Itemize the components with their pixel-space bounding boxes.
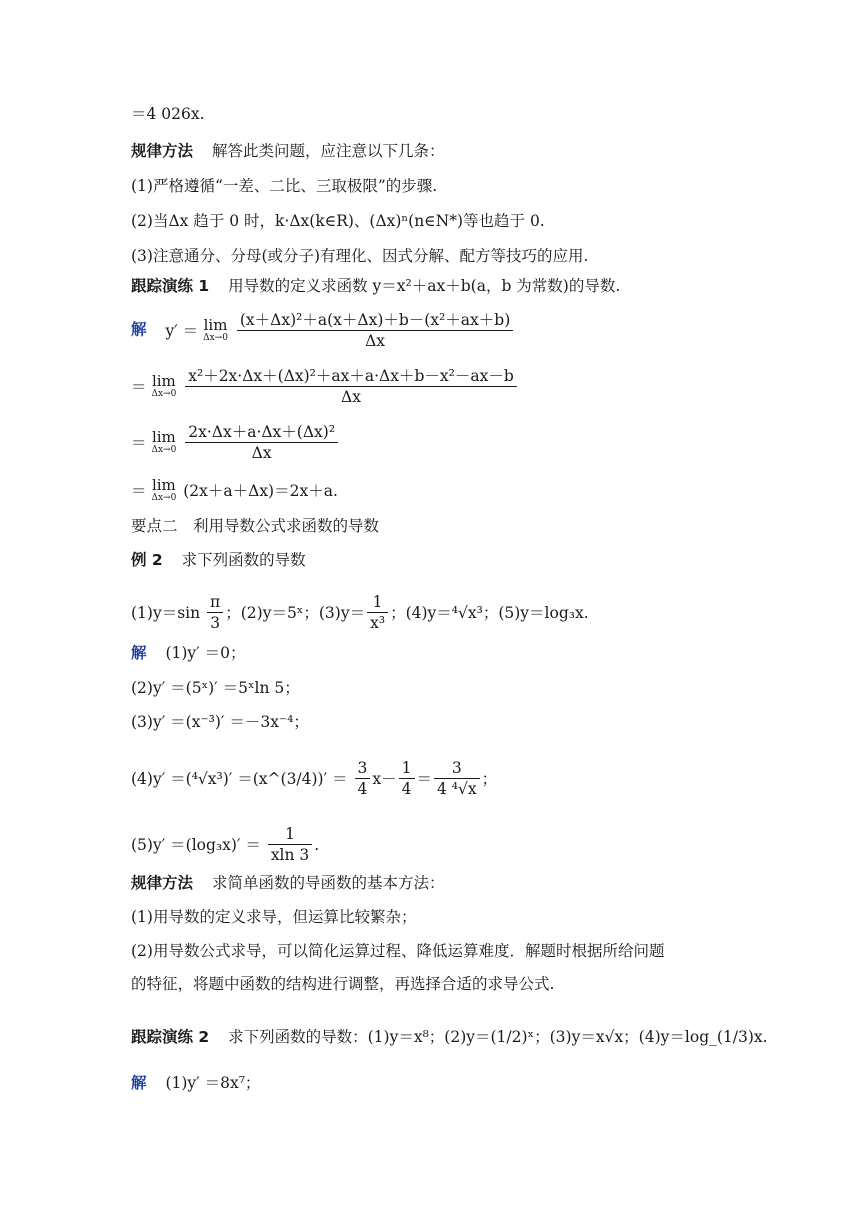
fraction: [268, 824, 312, 865]
fraction: [185, 422, 338, 463]
equals-sign: ＝: [416, 769, 433, 788]
rule-text: 的特征，将题中函数的结构进行调整，再选择合适的求导公式.: [131, 975, 555, 993]
limit-operator: [151, 374, 176, 399]
denominator: 4: [401, 780, 412, 798]
rule-text: (1)严格遵循“一差、二比、三取极限”的步骤.: [131, 177, 438, 195]
rule-text: (2)用导数公式求导，可以简化运算过程、降低运算难度．解题时根据所给问题: [131, 942, 665, 960]
solution-step-4: [131, 478, 338, 503]
example-label: 例 2: [131, 551, 163, 569]
example-text: 求下列函数的导数: [181, 551, 306, 569]
answer-text: (1)y′ ＝8x⁷；: [165, 1074, 261, 1092]
limit-operator: [151, 430, 176, 455]
answer-text: (1)y′ ＝0；: [165, 644, 246, 662]
example-2: [131, 550, 306, 570]
answer-1: [131, 643, 245, 663]
equals-sign: ＝: [131, 433, 147, 452]
method-note-2: [131, 873, 444, 893]
method-2-rule-1: [131, 907, 416, 927]
track-exercise-1: [131, 276, 620, 296]
numerator: 2x·Δx＋a·Δx＋(Δx)²: [185, 422, 338, 443]
fraction: [207, 592, 223, 633]
answer-text: x－: [372, 769, 397, 788]
rule-text: (1)用导数的定义求导，但运算比较繁杂；: [131, 908, 417, 926]
fraction: [434, 758, 480, 799]
method-text: 求简单函数的导函数的基本方法：: [211, 874, 445, 892]
numerator: 3: [434, 758, 480, 779]
answer-text: (2)y′ ＝(5ˣ)′ ＝5ˣln 5；: [131, 679, 300, 697]
rule-2: [131, 211, 545, 231]
fraction: [399, 758, 415, 799]
answer-text: (4)y′ ＝(⁴√x³)′ ＝(x^(3/4))′ ＝: [131, 769, 348, 788]
denominator: Δx: [251, 444, 272, 462]
denominator: Δx: [341, 388, 361, 406]
function-4: ；(4)y＝⁴√x³；(5)y＝log₃x.: [390, 603, 589, 622]
answer-4: [131, 758, 497, 799]
track-exercise-2: [131, 1027, 768, 1047]
track-text: 求下列函数的导数：(1)y＝x⁸；(2)y＝(1/2)ˣ；(3)y＝x√x；(4)y＝log_(1/3)x.: [228, 1028, 768, 1046]
equals-sign: ＝: [131, 377, 147, 396]
example-2-functions: [131, 592, 589, 633]
numerator: π: [207, 592, 223, 613]
derivative-lhs: y′ ＝: [165, 321, 199, 340]
final-result: (2x＋a＋Δx)＝2x＋a.: [183, 481, 338, 500]
rule-3: [131, 246, 588, 266]
denominator: xln 3: [270, 846, 310, 864]
numerator: 3: [355, 758, 371, 779]
answer-text: (3)y′ ＝(x⁻³)′ ＝－3x⁻⁴；: [131, 713, 309, 731]
section-heading: [131, 516, 379, 536]
answer-5: [131, 824, 319, 865]
denominator: 3: [210, 614, 221, 632]
limit-operator: [203, 318, 228, 343]
punctuation: ；: [481, 769, 498, 788]
numerator: 1: [367, 592, 388, 613]
limit-operator: [151, 478, 176, 503]
solution-step-2: [131, 366, 519, 407]
fraction: [185, 366, 517, 407]
method-2-rule-2a: [131, 941, 664, 961]
method-label: 规律方法: [131, 874, 194, 892]
denominator: Δx: [365, 332, 386, 350]
function-1: (1)y＝sin: [131, 603, 201, 622]
lim-subscript: Δx→0: [151, 389, 177, 399]
rule-1: [131, 176, 437, 196]
method-label: 规律方法: [131, 142, 194, 160]
denominator: x³: [370, 614, 386, 632]
denominator: 4 ⁴√x: [437, 780, 477, 798]
lim-word: lim: [151, 428, 176, 446]
lim-word: lim: [151, 476, 176, 494]
equation-result: ＝4 026x.: [131, 105, 205, 123]
solution-step-3: [131, 422, 340, 463]
fraction: [355, 758, 371, 799]
answer-3: [131, 712, 309, 732]
lim-subscript: Δx→0: [151, 445, 177, 455]
lim-word: lim: [203, 316, 228, 334]
track-text: 用导数的定义求函数 y＝x²＋ax＋b(a，b 为常数)的导数.: [228, 277, 621, 295]
fraction: [237, 310, 513, 351]
denominator: 4: [357, 780, 368, 798]
equals-sign: ＝: [131, 481, 147, 500]
fraction: [367, 592, 388, 633]
numerator: (x＋Δx)²＋a(x＋Δx)＋b－(x²＋ax＋b): [237, 310, 513, 331]
lim-subscript: Δx→0: [203, 333, 228, 343]
numerator: 1: [399, 758, 415, 779]
function-2: ；(2)y＝5ˣ；(3)y＝: [225, 603, 366, 622]
lim-word: lim: [151, 372, 176, 390]
track-label: 跟踪演练 2: [131, 1028, 210, 1046]
rule-text: (2)当Δx 趋于 0 时，k·Δx(k∈R)、(Δx)ⁿ(n∈N*)等也趋于 0.: [131, 212, 545, 230]
method-2-rule-2b: [131, 974, 554, 994]
numerator: 1: [268, 824, 312, 845]
numerator: x²＋2x·Δx＋(Δx)²＋ax＋a·Δx＋b－x²－ax－b: [185, 366, 517, 387]
method-note-1: [131, 141, 444, 161]
answer-text: (5)y′ ＝(log₃x)′ ＝: [131, 835, 261, 854]
punctuation: .: [314, 835, 320, 854]
solution-label: 解: [131, 320, 147, 339]
solution-step-1: [131, 310, 515, 351]
lim-subscript: Δx→0: [151, 493, 177, 503]
solution-track-2: [131, 1073, 260, 1093]
solution-label: 解: [131, 644, 147, 662]
keypoint-title: 要点二 利用导数公式求函数的导数: [131, 517, 380, 535]
track-label: 跟踪演练 1: [131, 277, 210, 295]
text-line: [131, 104, 205, 124]
method-text: 解答此类问题，应注意以下几条：: [211, 142, 445, 160]
rule-text: (3)注意通分、分母(或分子)有理化、因式分解、配方等技巧的应用.: [131, 247, 589, 265]
solution-label: 解: [131, 1074, 147, 1092]
answer-2: [131, 678, 300, 698]
